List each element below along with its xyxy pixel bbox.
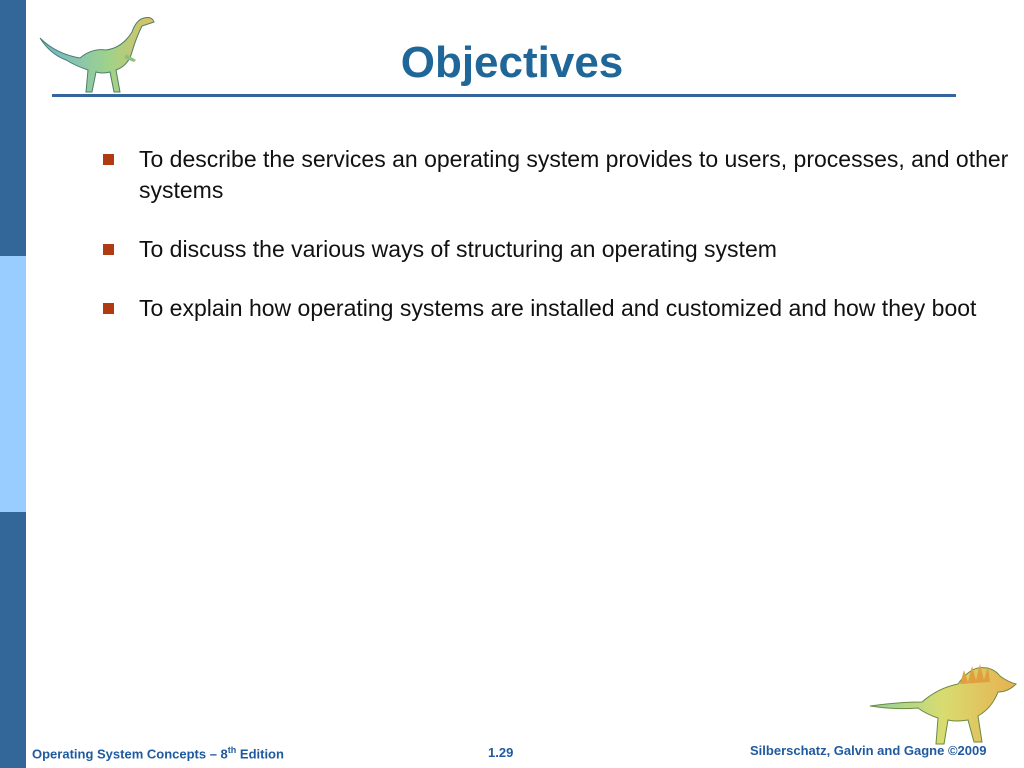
footer-copyright: Silberschatz, Galvin and Gagne ©2009 — [750, 743, 987, 758]
list-item — [100, 144, 1010, 206]
square-bullet-icon — [103, 303, 114, 314]
list-item — [100, 234, 1010, 265]
objectives-list — [100, 144, 1010, 352]
footer-book-title — [32, 745, 284, 761]
list-item — [100, 293, 1010, 324]
edition-word: Edition — [236, 746, 284, 762]
left-sidebar-stripe — [0, 0, 26, 768]
bullet-text: To explain how operating systems are installed and customized and how they boot — [139, 295, 977, 321]
footer-page-number: 1.29 — [488, 745, 514, 760]
square-bullet-icon — [103, 154, 114, 165]
title-underline — [52, 94, 956, 97]
slide-title: Objectives — [400, 38, 624, 87]
bullet-text: To describe the services an operating system provides to users, processes, and other systems — [139, 146, 1009, 203]
book-title-text: Operating System Concepts – 8 — [32, 746, 228, 762]
edition-superscript: th — [227, 745, 237, 755]
square-bullet-icon — [103, 244, 114, 255]
sidebar-segment-bottom — [0, 512, 26, 768]
dinosaur-icon — [868, 658, 1018, 750]
bullet-text: To discuss the various ways of structuring an operating system — [139, 236, 777, 262]
sidebar-segment-middle — [0, 256, 26, 512]
